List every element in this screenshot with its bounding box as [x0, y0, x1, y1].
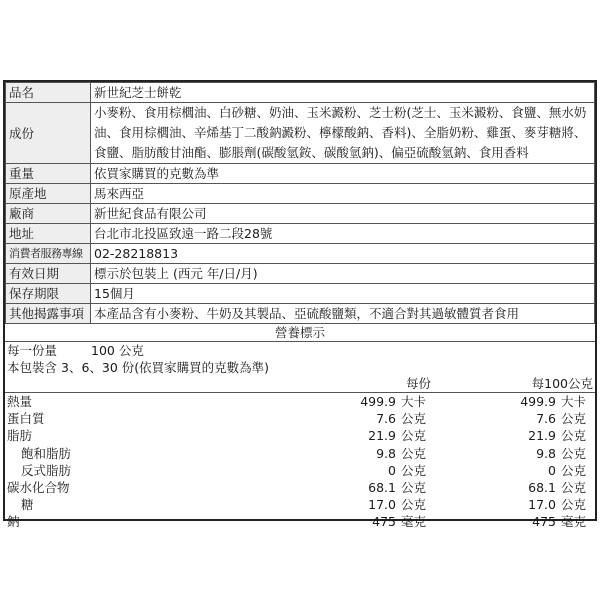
unit: 公克	[401, 445, 427, 461]
serving-size-value: 100 公克	[91, 343, 144, 358]
nutrition-row-carbohydrate	[5, 479, 595, 496]
info-value: 台北市北投區致遠一路二段28號	[91, 224, 595, 244]
info-label: 品名	[6, 83, 91, 103]
nutrition-row-fat	[5, 427, 595, 444]
info-row-weight	[6, 164, 595, 184]
per-serving-value: 17.0	[368, 497, 396, 513]
unit: 公克	[401, 497, 427, 513]
unit: 公克	[561, 428, 587, 444]
nutrition-row-energy	[5, 393, 595, 410]
unit: 公克	[401, 411, 427, 427]
info-label: 保存期限	[6, 284, 91, 304]
info-label: 地址	[6, 224, 91, 244]
unit: 大卡	[401, 394, 427, 409]
info-row-hotline	[6, 244, 595, 264]
nutrient-name: 鈉	[7, 514, 20, 530]
unit: 公克	[401, 428, 427, 444]
per-100g-value: 499.9	[520, 394, 556, 409]
info-label: 重量	[6, 164, 91, 184]
per-serving-header: 每份	[405, 376, 431, 391]
nutrition-row-protein	[5, 410, 595, 427]
per-serving-value: 499.9	[360, 394, 396, 409]
nutrient-name: 脂肪	[7, 428, 33, 444]
unit: 公克	[561, 462, 587, 478]
nutrition-row-saturated-fat	[5, 445, 595, 462]
serving-size-line	[5, 342, 595, 359]
servings-per-package-label: 本包裝含	[7, 360, 58, 375]
unit: 公克	[561, 497, 587, 513]
nutrient-name: 蛋白質	[7, 411, 45, 427]
per-100g-value: 0	[548, 462, 556, 478]
unit: 公克	[401, 462, 427, 478]
info-row-origin	[6, 184, 595, 204]
serving-size-label: 每一份量	[7, 343, 58, 358]
unit: 毫克	[561, 514, 587, 530]
unit: 公克	[561, 480, 587, 496]
info-value: 02-28218813	[91, 244, 595, 264]
unit: 公克	[561, 411, 587, 427]
info-row-ingredients	[6, 103, 595, 164]
info-label: 消費者服務專線	[6, 244, 91, 264]
info-value: 標示於包裝上 (西元 年/日/月)	[91, 264, 595, 284]
servings-per-package-value: 3、6、30 份(依買家購買的克數為準)	[61, 360, 270, 375]
per-serving-value: 21.9	[368, 428, 396, 444]
info-value: 馬來西亞	[91, 184, 595, 204]
nutrition-column-header	[5, 376, 595, 393]
info-row-address	[6, 224, 595, 244]
unit: 大卡	[561, 394, 587, 409]
nutrition-row-trans-fat	[5, 462, 595, 479]
nutrient-name: 糖	[21, 497, 34, 513]
info-row-expiry	[6, 264, 595, 284]
product-info-table	[5, 82, 595, 324]
nutrient-name: 反式脂肪	[21, 462, 72, 478]
info-label: 其他揭露事項	[6, 304, 91, 324]
nutrition-rows	[5, 393, 595, 531]
info-value: 依買家購買的克數為準	[91, 164, 595, 184]
per-serving-value: 9.8	[376, 445, 396, 461]
info-label: 成份	[6, 103, 91, 164]
per-100g-value: 7.6	[536, 411, 556, 427]
per-100g-value: 475	[532, 514, 556, 530]
nutrition-row-sodium	[5, 513, 595, 530]
unit: 公克	[401, 480, 427, 496]
per-100g-header: 每100公克	[531, 376, 593, 391]
product-label-sheet	[3, 80, 597, 530]
info-value: 新世紀芝士餅乾	[91, 83, 595, 103]
info-value: 小麥粉、食用棕櫚油、白砂糖、奶油、玉米澱粉、芝士粉(芝士、玉米澱粉、食鹽、無水奶油、食用棕櫚油、辛烯基丁二酸鈉澱粉、檸檬酸鈉、香料)、全脂奶粉、雞蛋、麥芽糖將、食鹽、脂肪酸甘油酯、膨脹劑(碳酸氫銨、碳酸氫鈉)、偏亞硫酸氫鈉、食用香料	[91, 103, 595, 164]
nutrition-title: 營養標示	[5, 324, 595, 342]
info-value: 本產品含有小麥粉、牛奶及其製品、亞硫酸鹽類，不適合對其過敏體質者食用	[91, 304, 595, 324]
per-serving-value: 0	[388, 462, 396, 478]
info-row-name	[6, 83, 595, 103]
unit: 公克	[561, 445, 587, 461]
info-value: 15個月	[91, 284, 595, 304]
per-100g-value: 68.1	[528, 480, 556, 496]
unit: 毫克	[401, 514, 427, 530]
per-serving-value: 68.1	[368, 480, 396, 496]
info-label: 廠商	[6, 204, 91, 224]
info-label: 有效日期	[6, 264, 91, 284]
per-100g-value: 21.9	[528, 428, 556, 444]
per-serving-value: 475	[372, 514, 396, 530]
nutrition-row-sugar	[5, 496, 595, 513]
per-100g-value: 9.8	[536, 445, 556, 461]
info-value: 新世紀食品有限公司	[91, 204, 595, 224]
info-row-shelf-life	[6, 284, 595, 304]
servings-per-package-line	[5, 359, 595, 376]
info-row-disclosure	[6, 304, 595, 324]
info-label: 原產地	[6, 184, 91, 204]
per-100g-value: 17.0	[528, 497, 556, 513]
nutrient-name: 碳水化合物	[7, 480, 70, 496]
per-serving-value: 7.6	[376, 411, 396, 427]
nutrient-name: 熱量	[7, 394, 33, 409]
nutrient-name: 飽和脂肪	[21, 445, 72, 461]
info-row-manufacturer	[6, 204, 595, 224]
